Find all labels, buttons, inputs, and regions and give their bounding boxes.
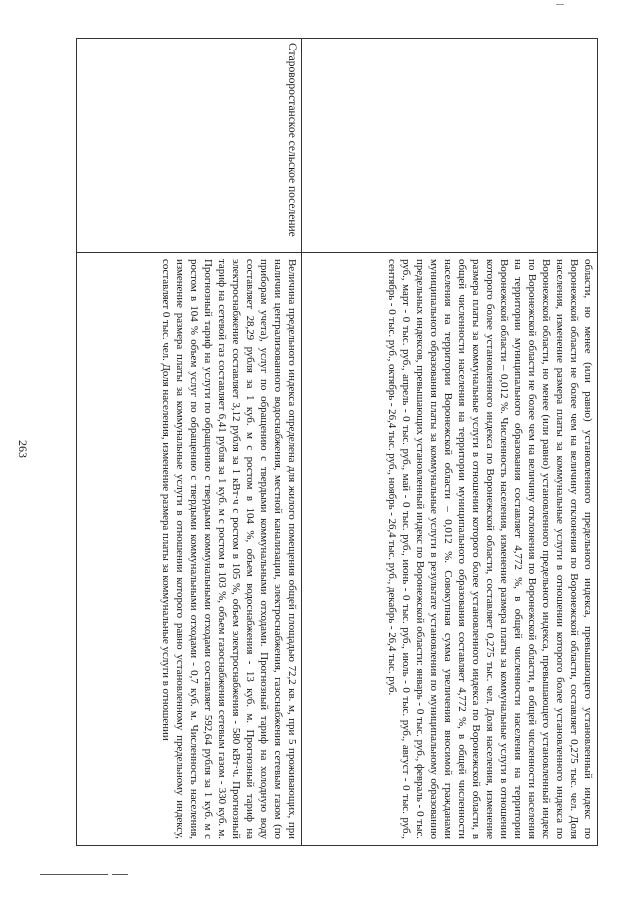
scan-edge-line (40, 874, 108, 875)
settlement-description-cell: области, но менее (или равно) установленного предельного индекса, превышающего установленный индекс по Воронежской области не более чем на величину отклонения по Воронежской области, составляет 0,275 тыс. чел. Доля населения, изменение размера платы за коммунальные услуги в отношении которого более установленного индекса по Воронежской области, но менее (или равно) установленного предельного индекса, превышающего установленный индекс по Воронежской области не более чем на величину отклонения по Воронежской области, в общей численности населения на территории муниципального образования составляет 4,772 %, в общей численности населения на территории Воронежской области – 0,012 %. Численность населения, изменение размера платы за коммунальные услуги в отношении которого более установленного индекса по Воронежской области, составляет 0,275 тыс. чел. Доля населения, изменение размера платы за коммунальные услуги в отношении которого более установленного индекса по Воронежской области, в общей численности населения на территории муниципального образования составляет 4,772 %, в общей численности населения на территории Воронежской области – 0,012 %. Совокупная сумма увеличения вносимой гражданами муниципального образования платы за коммунальные услуги в результате установления по муниципальному образованию предельных индексов, превышающих установленный индекс по Воронежской области: январь - 0 тыс. руб., февраль - 0 тыс. руб., март - 0 тыс. руб., апрель - 0 тыс. руб., май - 0 тыс. руб., июнь - 0 тыс. руб., июль - 0 тыс. руб., август - 0 тыс. руб., сентябрь - 0 тыс. руб., октябрь - 26,4 тыс. руб., ноябрь - 26,4 тыс. руб., декабрь - 26,4 тыс. руб. (386, 259, 594, 839)
scan-edge-line (112, 874, 128, 875)
scan-corner-mark (556, 4, 564, 5)
settlement-name-cell (302, 39, 597, 253)
settlement-name-cell: Староворостанское сельское поселение (77, 39, 301, 253)
table-row (77, 39, 301, 845)
table-row (301, 39, 597, 845)
page-number: 263 (16, 440, 30, 458)
settlement-description-cell: Величина предельного индекса определена для жилого помещения общей площадью 72,2 кв. м, при 5 проживающих, при наличии централизованного водоснабжения, местной канализации, электроснабжения, газоснабжения сетевым газом (по приборам учета), услуг по обращению с твердыми коммунальными отходами. Прогнозный тариф на холодную воду составляет 28,29 рубля за 1 куб. м с ростом в 104 %, объем водоснабжения - 13 куб. м. Прогнозный тариф на электроснабжение составляет 3,12 рубля за 1 кВт·ч с ростом в 105 %, объем электроснабжения - 580 кВт·ч. Прогнозный тариф на сетевой газ составляет 6,41 рубля за 1 куб. м с ростом в 103 %, объем газоснабжения сетевым газом - 330 куб. м. Прогнозный тариф на услуги по обращению с твердыми коммунальными отходами составляет 592,64 рубля за 1 куб. м с ростом в 104 % объем услуг по обращению с твердыми коммунальными отходами - 0,7 куб. м. Численность населения, изменение размера платы за коммунальные услуги в отношении которого равно установленному предельному индексу, составляет 0 тыс. чел. Доля населения, изменение размера платы за коммунальные услуги в отношении (160, 259, 298, 839)
settlements-table (76, 38, 598, 846)
